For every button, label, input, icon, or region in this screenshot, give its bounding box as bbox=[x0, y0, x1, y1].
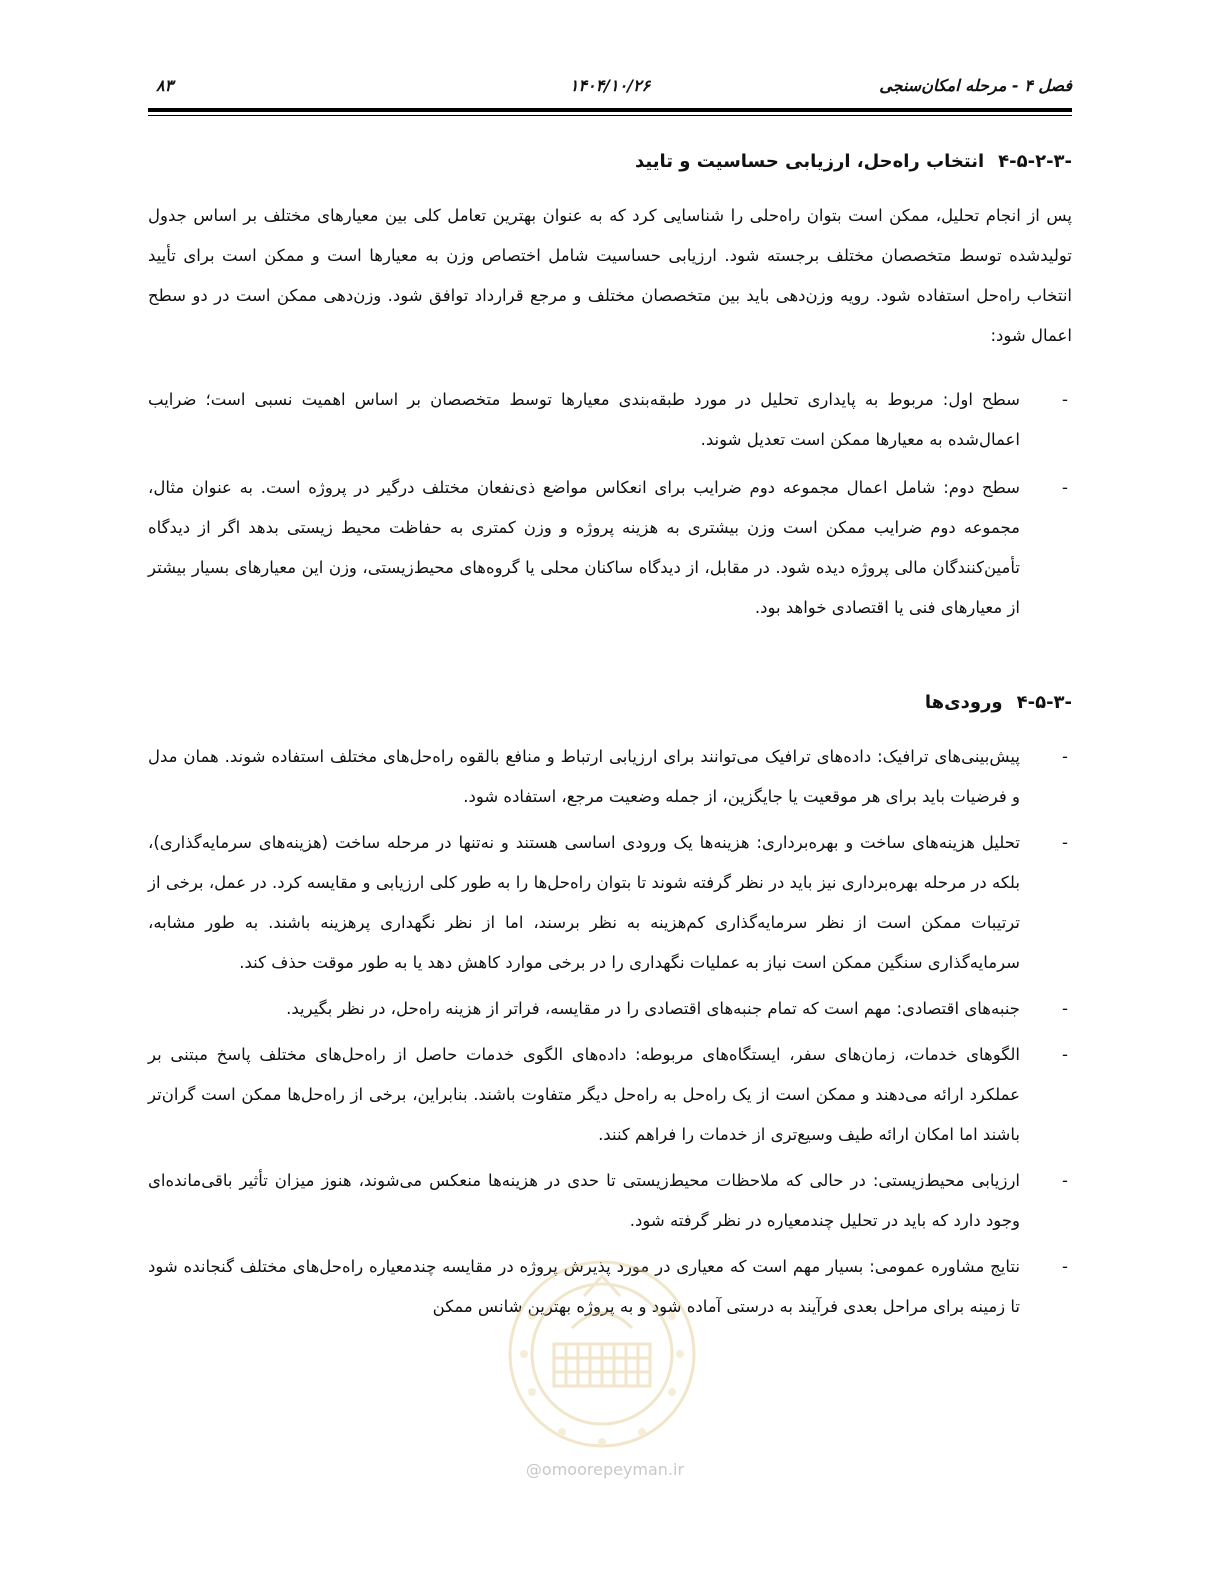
list-item: - ارزیابی محیط‌زیستی: در حالی که ملاحظات محیط‌زیستی تا حدی در هزینه‌ها منعکس می‌شوند، هنوز میزان تأثیر باقی‌مانده‌ای وجود دارد که باید در تحلیل چندمعیاره در نظر گرفته شود. bbox=[148, 1161, 1072, 1241]
list-item: - سطح اول: مربوط به پایداری تحلیل در مورد طبقه‌بندی معیارها توسط متخصصان بر اساس اهمیت نسبی است؛ ضرایب اعمال‌شده به معیارها ممکن است تعدیل شوند. bbox=[148, 380, 1072, 460]
watermark-text: @omoorepeyman.ir bbox=[525, 1460, 685, 1479]
chapter-title: فصل ۴ - مرحله امکان‌سنجی bbox=[879, 76, 1072, 95]
bullet-dash: - bbox=[1062, 1045, 1068, 1064]
list-item: - الگوهای خدمات، زمان‌های سفر، ایستگاه‌های مربوطه: داده‌های الگوی خدمات حاصل از راه‌حل‌های مختلف پاسخ مبتنی بر عملکرد ارائه می‌دهند و ممکن است از یک راه‌حل به راه‌حل دیگر متفاوت باشند. بنابراین، برخی از راه‌حل‌ها ممکن است گران‌تر باشند اما امکان ارائه طیف وسیع‌تری از خدمات را فراهم کنند. bbox=[148, 1035, 1072, 1155]
seal-logo-icon bbox=[502, 1236, 702, 1454]
bullet-dash: - bbox=[1062, 390, 1068, 409]
list-item: - تحلیل هزینه‌های ساخت و بهره‌برداری: هزینه‌ها یک ورودی اساسی هستند و نه‌تنها در مرحله ساخت (هزینه‌های سرمایه‌گذاری)، بلکه در مرحله بهره‌برداری نیز باید در نظر گرفته شوند تا بتوان راه‌حل‌ها را به طور کلی ارزیابی و مقایسه کرد. در عمل، برخی از ترتیبات ممکن است از نظر سرمایه‌گذاری کم‌هزینه به نظر برسند، اما از نظر نگهداری پرهزینه باشند. به طور مشابه، سرمایه‌گذاری سنگین ممکن است نیاز به عملیات نگهداری را در برخی موارد کاهش دهد یا به طور موقت حذف کند. bbox=[148, 823, 1072, 983]
list-item: - جنبه‌های اقتصادی: مهم است که تمام جنبه‌های اقتصادی را در مقایسه، فراتر از هزینه راه‌حل، در نظر بگیرید. bbox=[148, 989, 1072, 1029]
bullet-dash: - bbox=[1062, 999, 1068, 1018]
bullet-dash: - bbox=[1062, 478, 1068, 497]
section-title: انتخاب راه‌حل، ارزیابی حساسیت و تایید bbox=[634, 151, 985, 172]
header-date: ۱۴۰۴/۱۰/۲۶ bbox=[569, 76, 651, 95]
page-header bbox=[148, 76, 1072, 102]
bullet-dash: - bbox=[1062, 747, 1068, 766]
body-paragraph: پس از انجام تحلیل، ممکن است بتوان راه‌حلی را شناسایی کرد که به عنوان بهترین تعامل کلی بین معیارهای مختلف بر اساس جدول تولیدشده توسط متخصصان مختلف برجسته شود. ارزیابی حساسیت شامل اختصاص وزن به معیارها است و ممکن است برای تأیید انتخاب راه‌حل استفاده شود. رویه وزن‌دهی باید بین متخصصان مختلف و مرجع قرارداد توافق شود. وزن‌دهی ممکن است در دو سطح اعمال شود: bbox=[148, 206, 1072, 345]
weighting-levels-list bbox=[148, 380, 1072, 628]
section-heading-inputs bbox=[148, 688, 1072, 718]
header-rule-thin bbox=[148, 115, 1072, 116]
list-item: - سطح دوم: شامل اعمال مجموعه دوم ضرایب برای انعکاس مواضع ذی‌نفعان مختلف درگیر در پروژه است. به عنوان مثال، مجموعه دوم ضرایب ممکن است وزن بیشتری به هزینه پروژه و وزن کمتری به حفاظت محیط زیستی بدهد اگر از دیدگاه تأمین‌کنندگان مالی پروژه دیده شود. در مقابل، از دیدگاه ساکنان محلی یا گروه‌های محیط‌زیستی، وزن این معیارهای بسیار بیشتر از معیارهای فنی یا اقتصادی خواهد بود. bbox=[148, 468, 1072, 628]
section-heading-selection bbox=[148, 147, 1072, 177]
header-rule-thick bbox=[148, 108, 1072, 112]
section-number: ۴-۵-۲-۳- bbox=[998, 151, 1072, 172]
bullet-dash: - bbox=[1062, 1171, 1068, 1190]
list-item: - نتایج مشاوره عمومی: بسیار مهم است که معیاری در مورد پذیرش پروژه در مقایسه چندمعیاره راه‌حل‌های مختلف گنجانده شود تا زمینه برای مراحل بعدی فرآیند به درستی آماده شود و به پروژه بهترین شانس ممکن bbox=[148, 1247, 1072, 1327]
page-number: ۸۳ bbox=[156, 76, 174, 95]
section-number: ۴-۵-۳- bbox=[1016, 692, 1072, 713]
list-item: - پیش‌بینی‌های ترافیک: داده‌های ترافیک می‌توانند برای ارزیابی ارتباط و منافع بالقوه راه‌حل‌های مختلف استفاده شوند. همان مدل و فرضیات باید برای هر موقعیت یا جایگزین، از جمله وضعیت مرجع، استفاده شود. bbox=[148, 737, 1072, 817]
section-title: ورودی‌ها bbox=[924, 692, 1003, 713]
bullet-dash: - bbox=[1062, 1257, 1068, 1276]
bullet-dash: - bbox=[1062, 833, 1068, 852]
